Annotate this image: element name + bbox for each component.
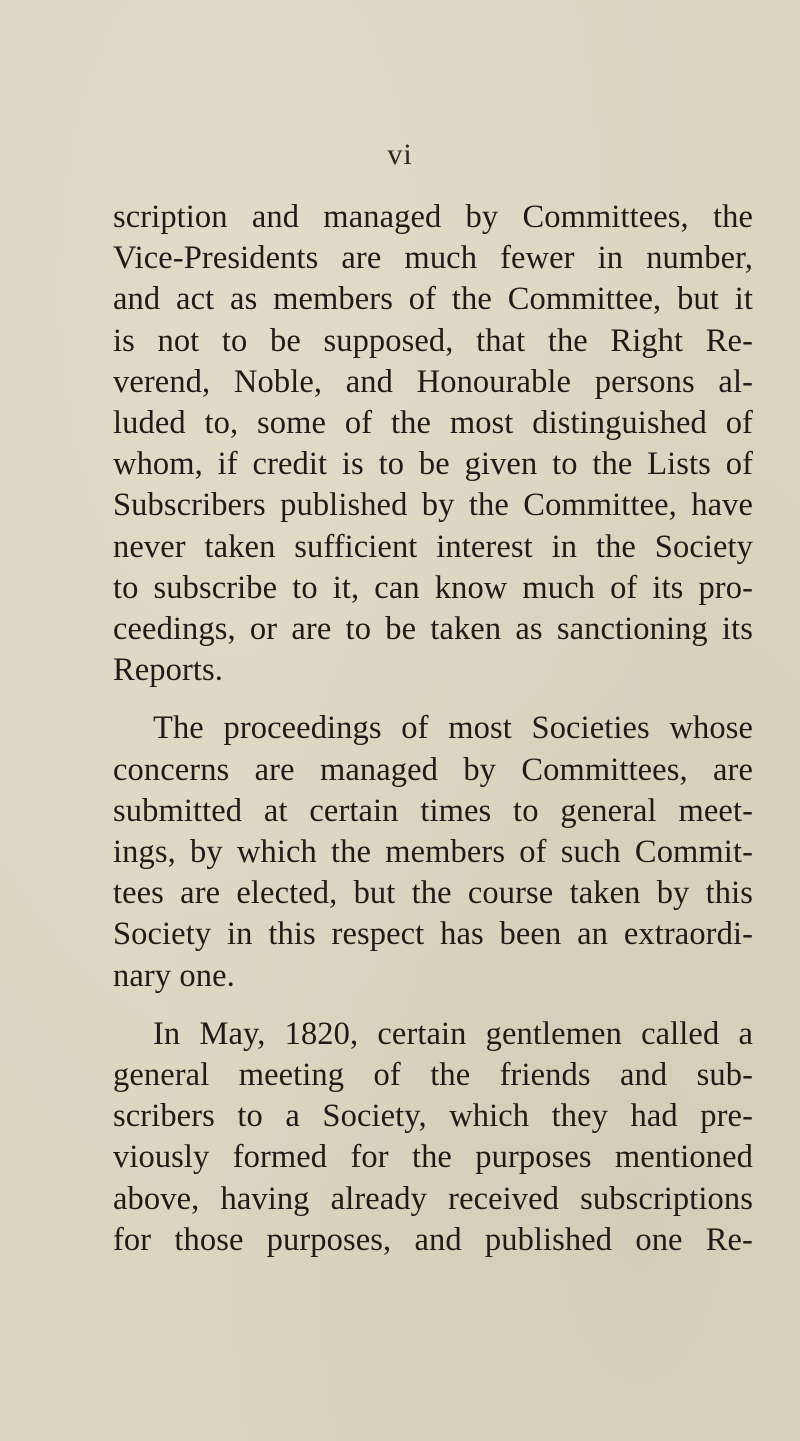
paragraph-1 [113,197,753,691]
paragraph-2 [113,708,753,996]
text-line: Vice-Presidents are much fewer in number, [113,240,753,277]
text-line: ings, by which the members of such Commit- [113,834,753,871]
text-line: luded to, some of the most distinguished of [113,405,753,442]
paragraph-3 [113,1014,753,1261]
text-line: scription and managed by Committees, the [113,199,753,235]
text-line: whom, if credit is to be given to the Lists of [113,446,753,483]
text-line: viously formed for the purposes mentioned [113,1139,753,1176]
text-line: concerns are managed by Committees, are [113,751,753,788]
text-line: The proceedings of most Societies whose [153,710,753,747]
text-line: never taken sufficient interest in the Society [113,528,753,565]
text-line: ceedings, or are to be taken as sanctioning its [113,611,753,648]
text-line: In May, 1820, certain gentlemen called a [153,1015,753,1052]
text-line: scribers to a Society, which they had pre- [113,1098,753,1135]
text-line: for those purposes, and published one Re- [113,1221,753,1258]
page-number: vi [387,138,413,171]
text-line: nary one. [113,957,235,994]
text-line: is not to be supposed, that the Right Re- [113,322,753,359]
text-line: tees are elected, but the course taken by this [113,875,753,912]
text-line: submitted at certain times to general meet- [113,792,753,829]
text-line: to subscribe to it, can know much of its pro- [113,569,753,606]
text-line: Subscribers published by the Committee, have [113,487,753,524]
text-line: and act as members of the Committee, but it [113,281,753,318]
text-line: Society in this respect has been an extraordi- [113,916,753,953]
text-line: verend, Noble, and Honourable persons al- [113,363,753,400]
body-text [113,197,753,1261]
text-line: Reports. [113,652,224,689]
text-line: above, having already received subscriptions [113,1180,753,1217]
text-line: general meeting of the friends and sub- [113,1057,753,1094]
